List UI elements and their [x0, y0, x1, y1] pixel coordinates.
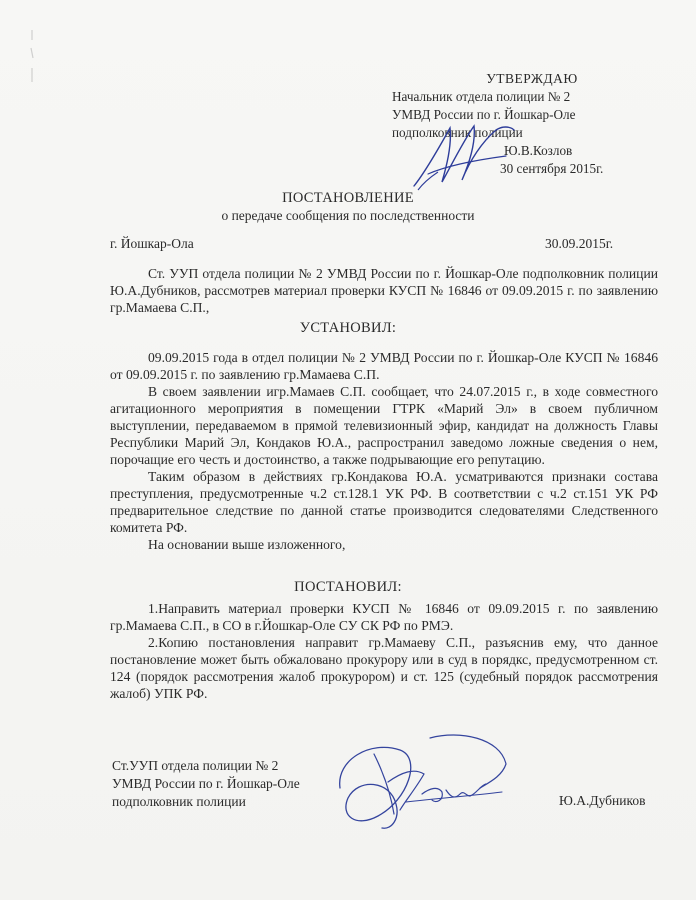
established-paragraph: Таким образом в действиях гр.Кондакова Ю.А. усматриваются признаки состава преступления, предусмотренные ч.2 ст.128.1 УК РФ. В соответствии с ч.2 ст.151 УК РФ предварительное следствие по данной статье производится следователями Следственного комитета РФ.	[110, 469, 658, 535]
resolved-block	[110, 600, 658, 702]
approver-signature	[406, 116, 518, 194]
resolved-paragraph: 2.Копию постановления направит гр.Мамаеву С.П., разъяснив ему, что данное постановление может быть обжаловано прокурору или в суд в порядкс, предусмотренном ст. 124 (порядок рассмотрения жалоб прокурором) и ст. 125 (судебный порядок рассмотрения жалоб) УПК РФ.	[110, 635, 658, 701]
approval-position-line-2: УМВД России по г. Йошкар-Оле	[392, 107, 576, 122]
approval-name: Ю.В.Козлов	[504, 143, 573, 158]
approval-heading: УТВЕРЖДАЮ	[486, 71, 578, 86]
approval-position-line-1: Начальник отдела полиции № 2	[392, 89, 571, 104]
established-paragraph: На основании выше изложенного,	[148, 537, 346, 552]
section-resolved-heading: ПОСТАНОВИЛ:	[294, 579, 402, 595]
approval-position-line-3: подполковник полиции	[392, 125, 523, 140]
signer-position-line-1: Ст.УУП отдела полиции № 2	[112, 758, 279, 773]
document-city: г. Йошкар-Ола	[110, 236, 194, 251]
intro-paragraph: Ст. УУП отдела полиции № 2 УМВД России по г. Йошкар-Оле подполковник полиции Ю.А.Дубников, рассмотрев материал проверки КУСП № 16846 от 09.09.2015 г. по заявлению гр.Мамаева С.П.,	[110, 266, 658, 315]
signer-signature	[330, 730, 510, 840]
approval-date: 30 сентября 2015г.	[500, 161, 604, 176]
signer-position-line-3: подполковник полиции	[112, 794, 246, 809]
established-block	[110, 349, 658, 553]
margin-mark	[28, 28, 36, 88]
section-established-heading: УСТАНОВИЛ:	[299, 320, 397, 336]
signer-block	[112, 757, 300, 811]
intro-paragraph-block	[110, 265, 658, 316]
document-title: ПОСТАНОВЛЕНИЕ	[282, 190, 414, 206]
established-paragraph: В своем заявлении игр.Мамаев С.П. сообщает, что 24.07.2015 г., в ходе совместного агитационного мероприятия в помещении ГТРК «Марий Эл» в своем публичном выступлении, передаваемом в прямой телевизионный эфир, кандидат на должность Главы Республики Марий Эл, Кондаков Ю.А., распространил заведомо ложные сведения о нем, порочащие его честь и достоинство, а также подрывающие его репутацию.	[110, 384, 658, 467]
resolved-paragraph: 1.Направить материал проверки КУСП № 16846 от 09.09.2015 г. по заявлению гр.Мамаева С.П., в СО в г.Йошкар-Оле СУ СК РФ по РМЭ.	[110, 601, 658, 633]
established-paragraph: 09.09.2015 года в отдел полиции № 2 УМВД России по г. Йошкар-Оле КУСП № 16846 от 09.09.2015 г. по заявлению гр.Мамаева С.П.	[110, 350, 658, 382]
signer-position-line-2: УМВД России по г. Йошкар-Оле	[112, 776, 300, 791]
signer-name: Ю.А.Дубников	[559, 793, 646, 808]
document-subtitle: о передаче сообщения по последственности	[221, 208, 475, 223]
document-date: 30.09.2015г.	[545, 236, 614, 251]
